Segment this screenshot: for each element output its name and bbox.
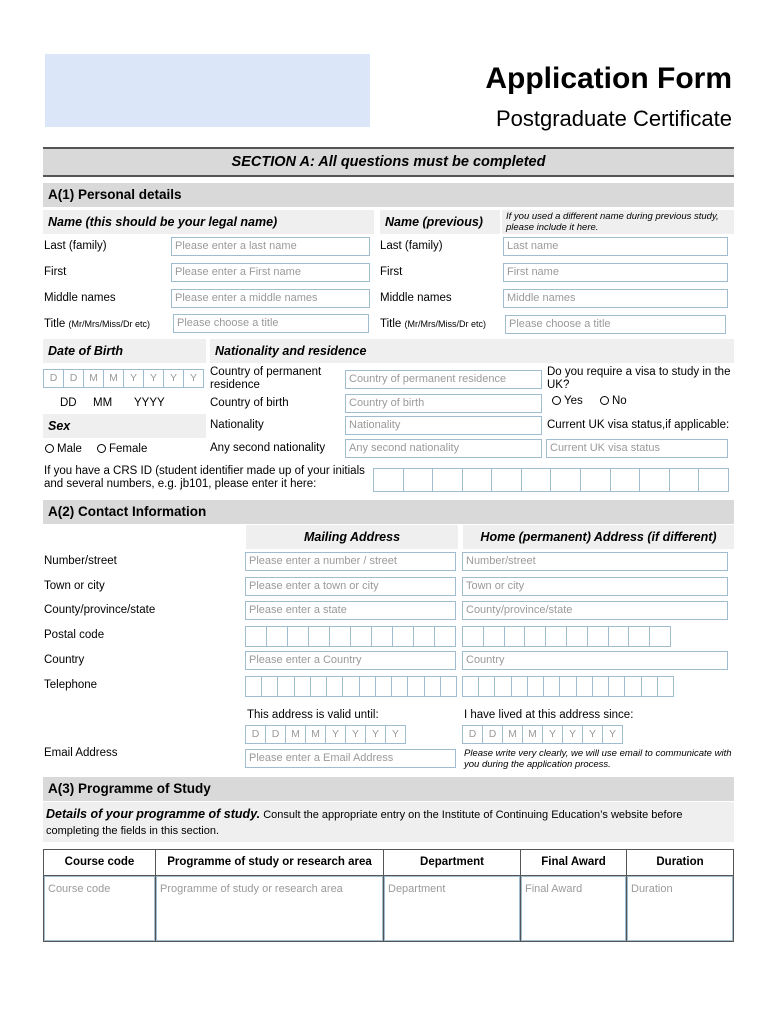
last-name-input[interactable]: Please enter a last name	[171, 237, 370, 256]
middle-names-label: Middle names	[44, 292, 116, 304]
county-label: County/province/state	[44, 604, 156, 616]
radio-icon[interactable]	[600, 396, 609, 405]
home-postal-input[interactable]	[462, 626, 671, 647]
email-input[interactable]: Please enter a Email Address	[245, 749, 456, 768]
date-cell[interactable]: Y	[391, 728, 399, 740]
visa-status-label: Current UK visa status,if applicable:	[547, 419, 730, 431]
second-nationality-input[interactable]: Any second nationality	[345, 439, 542, 458]
page-subtitle: Postgraduate Certificate	[495, 106, 732, 131]
town-city-label: Town or city	[44, 580, 105, 592]
mailing-telephone-input[interactable]	[245, 676, 457, 697]
mailing-town-input[interactable]: Please enter a town or city	[245, 577, 456, 596]
last-name-label: Last (family)	[44, 240, 107, 252]
crs-id-label: If you have a CRS ID (student identifier made up of your initials and several numbers, e.g. jb101, please enter it here:	[44, 465, 365, 490]
programme-table	[43, 849, 734, 942]
date-cell[interactable]: Y	[543, 726, 563, 743]
dob-cell[interactable]: Y	[189, 372, 197, 384]
date-cell[interactable]: Y	[346, 726, 366, 743]
date-cell[interactable]: D	[246, 726, 266, 743]
logo-placeholder	[45, 54, 370, 127]
previous-last-name-input[interactable]: Last name	[503, 237, 728, 256]
visa-status-input[interactable]: Current UK visa status	[546, 439, 728, 458]
sex-female-option[interactable]: Female	[97, 443, 147, 455]
dob-heading: Date of Birth	[43, 339, 206, 363]
previous-middle-names-input[interactable]: Middle names	[503, 289, 728, 308]
date-cell[interactable]: D	[483, 726, 503, 743]
a3-heading: A(3) Programme of Study	[43, 777, 734, 801]
country-label: Country	[44, 654, 85, 666]
home-county-input[interactable]: County/province/state	[462, 601, 728, 620]
lived-since-label: I have lived at this address since:	[464, 709, 634, 721]
radio-icon[interactable]	[97, 444, 106, 453]
nationality-label: Nationality	[210, 419, 264, 431]
first-name-label: First	[44, 266, 67, 278]
visa-yes-option[interactable]: Yes	[552, 395, 583, 407]
sex-male-option[interactable]: Male	[45, 443, 82, 455]
previous-name-heading: Name (previous)	[380, 210, 500, 234]
home-number-input[interactable]: Number/street	[462, 552, 728, 571]
date-cell[interactable]: D	[463, 726, 483, 743]
home-telephone-input[interactable]	[462, 676, 674, 697]
date-cell[interactable]: M	[503, 726, 523, 743]
radio-icon[interactable]	[45, 444, 54, 453]
valid-until-date-input[interactable]	[245, 725, 406, 744]
a1-heading: A(1) Personal details	[43, 183, 734, 207]
country-residence-input[interactable]: Country of permanent residence	[345, 370, 542, 389]
dob-cell[interactable]: Y	[164, 370, 184, 387]
column-header-final-award: Final Award	[521, 850, 627, 876]
date-cell[interactable]: M	[523, 726, 543, 743]
previous-title-select[interactable]: Please choose a title	[505, 315, 726, 334]
column-header-programme: Programme of study or research area	[156, 850, 384, 876]
email-note: Please write very clearly, we will use email to communicate with you during the application process.	[464, 748, 732, 770]
course-code-input[interactable]: Course code	[44, 876, 155, 941]
date-cell[interactable]: Y	[563, 726, 583, 743]
title-select[interactable]: Please choose a title	[173, 314, 369, 333]
home-address-heading: Home (permanent) Address (if different)	[463, 525, 734, 549]
column-header-department: Department	[384, 850, 521, 876]
dob-cell[interactable]: D	[64, 370, 84, 387]
previous-last-name-label: Last (family)	[380, 240, 443, 252]
dob-cell[interactable]: M	[84, 370, 104, 387]
valid-until-label: This address is valid until:	[247, 709, 379, 721]
date-cell[interactable]: Y	[608, 728, 616, 740]
email-label: Email Address	[44, 747, 118, 759]
dob-input[interactable]	[43, 369, 204, 388]
home-country-input[interactable]: Country	[462, 651, 728, 670]
programme-intro: Details of your programme of study. Consult the appropriate entry on the Institute of Continuing Education’s website before completing the fields in this section.	[43, 802, 734, 842]
number-street-label: Number/street	[44, 555, 117, 567]
mailing-postal-input[interactable]	[245, 626, 456, 647]
dob-cell[interactable]: D	[44, 370, 64, 387]
second-nationality-label: Any second nationality	[210, 442, 326, 454]
date-cell[interactable]: M	[306, 726, 326, 743]
previous-middle-names-label: Middle names	[380, 292, 452, 304]
date-cell[interactable]: Y	[366, 726, 386, 743]
country-birth-label: Country of birth	[210, 397, 289, 409]
first-name-input[interactable]: Please enter a First name	[171, 263, 370, 282]
dob-mm-caption: MM	[93, 397, 113, 409]
page-title: Application Form	[485, 62, 732, 95]
title-label: Title (Mr/Mrs/Miss/Dr etc)	[44, 318, 150, 330]
country-residence-label: Country of permanent residence	[210, 366, 322, 391]
date-cell[interactable]: M	[286, 726, 306, 743]
telephone-label: Telephone	[44, 679, 98, 691]
final-award-input[interactable]: Final Award	[521, 876, 626, 941]
date-cell[interactable]: Y	[583, 726, 603, 743]
dob-yyyy-caption: YYYY	[134, 397, 165, 409]
home-town-input[interactable]: Town or city	[462, 577, 728, 596]
nationality-input[interactable]: Nationality	[345, 416, 542, 435]
sex-heading: Sex	[43, 414, 206, 438]
date-cell[interactable]: D	[266, 726, 286, 743]
column-header-course-code: Course code	[44, 850, 156, 876]
postal-code-label: Postal code	[44, 629, 105, 641]
department-input[interactable]: Department	[384, 876, 520, 941]
mailing-number-input[interactable]: Please enter a number / street	[245, 552, 456, 571]
crs-id-input[interactable]	[373, 468, 729, 492]
dob-cell[interactable]: Y	[124, 370, 144, 387]
visa-question: Do you require a visa to study in the UK?	[547, 366, 731, 391]
previous-title-label: Title (Mr/Mrs/Miss/Dr etc)	[380, 318, 486, 330]
country-birth-input[interactable]: Country of birth	[345, 394, 542, 413]
mailing-county-input[interactable]: Please enter a state	[245, 601, 456, 620]
previous-first-name-label: First	[380, 266, 403, 278]
radio-icon[interactable]	[552, 396, 561, 405]
previous-name-note: If you used a different name during previous study, please include it here.	[502, 210, 734, 234]
mailing-address-heading: Mailing Address	[246, 525, 458, 549]
nationality-heading: Nationality and residence	[210, 339, 734, 363]
dob-dd-caption: DD	[60, 397, 77, 409]
mailing-country-input[interactable]: Please enter a Country	[245, 651, 456, 670]
programme-input[interactable]: Programme of study or research area	[156, 876, 383, 941]
visa-no-option[interactable]: No	[600, 395, 627, 407]
lived-since-date-input[interactable]	[462, 725, 623, 744]
column-header-duration: Duration	[627, 850, 733, 876]
dob-cell[interactable]: Y	[144, 370, 164, 387]
dob-cell[interactable]: M	[104, 370, 124, 387]
date-cell[interactable]: Y	[326, 726, 346, 743]
name-heading: Name (this should be your legal name)	[43, 210, 374, 234]
section-a-banner: SECTION A: All questions must be completed	[43, 147, 734, 177]
previous-first-name-input[interactable]: First name	[503, 263, 728, 282]
a2-heading: A(2) Contact Information	[43, 500, 734, 524]
duration-input[interactable]: Duration	[627, 876, 733, 941]
middle-names-input[interactable]: Please enter a middle names	[171, 289, 370, 308]
